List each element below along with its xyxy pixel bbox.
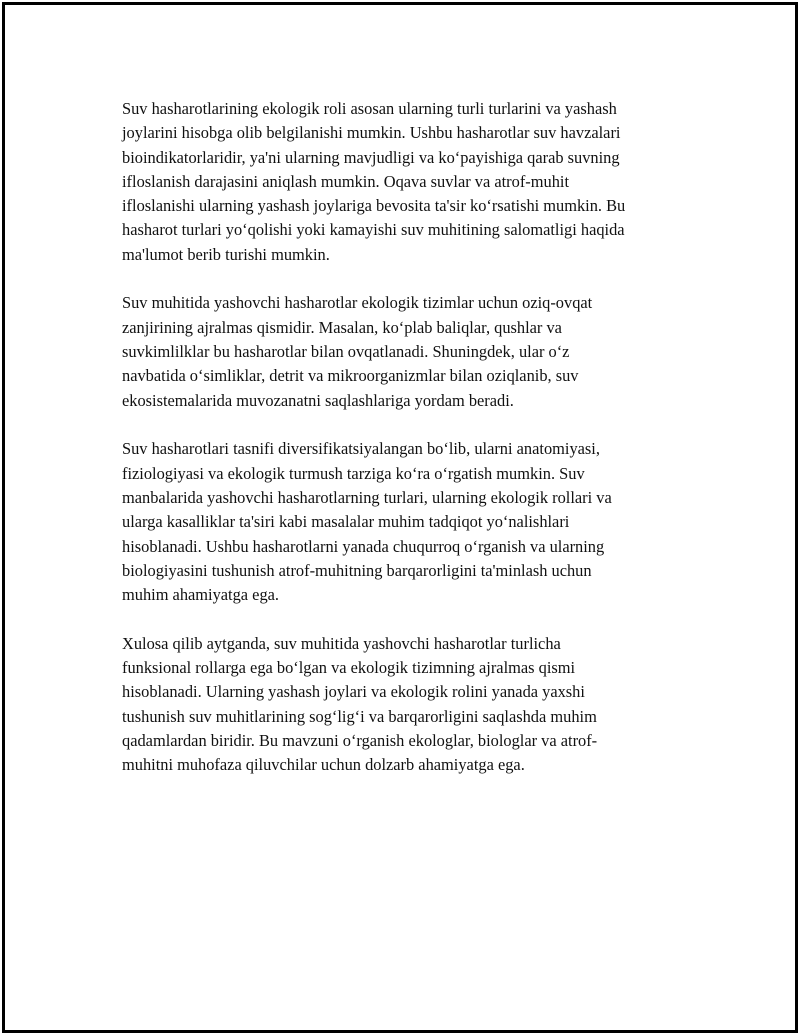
page-frame xyxy=(2,2,798,1033)
paragraph-ecological-role: Suv hasharotlarining ekologik roli asosan ularning turli turlarini va yashash joylarini hisobga olib belgilanishi mumkin. Ushbu hasharotlar suv havzalari bioindikatorlaridir, ya'ni ularning mavjudligi va koʻpayishiga qarab suvning ifloslanish darajasini aniqlash mumkin. Oqava suvlar va atrof-muhit ifloslanishi ularning yashash joylariga bevosita ta'sir koʻrsatishi mumkin. Bu hasharot turlari yoʻqolishi yoki kamayishi suv muhitining salomatligi haqida ma'lumot berib turishi mumkin. xyxy=(122,99,626,264)
paragraph-food-chain: Suv muhitida yashovchi hasharotlar ekologik tizimlar uchun oziq-ovqat zanjirining ajralmas qismidir. Masalan, koʻplab baliqlar, qushlar va suvkimlilklar bu hasharotlar bilan ovqatlanadi. Shuningdek, ular oʻz navbatida oʻsimliklar, detrit va mikroorganizmlar bilan oziqlanib, suv ekosistemalarida muvozanatni saqlashlariga yordam beradi. xyxy=(122,293,593,410)
paragraph-conclusion: Xulosa qilib aytganda, suv muhitida yashovchi hasharotlar turlicha funksional rollarga ega boʻlgan va ekologik tizimning ajralmas qismi hisoblanadi. Ularning yashash joylari va ekologik rolini yanada yaxshi tushunish suv muhitlarining sogʻligʻi va barqarorligini saqlashda muhim qadamlardan biridir. Bu mavzuni oʻrganish ekologlar, biologlar va atrof- muhitni muhofaza qiluvchilar uchun dolzarb ahamiyatga ega. xyxy=(122,633,598,775)
paragraph-classification: Suv hasharotlari tasnifi diversifikatsiyalangan boʻlib, ularni anatomiyasi, fiziologiyasi va ekologik turmush tarziga koʻra oʻrgatish mumkin. Suv manbalarida yashovchi hasharotlarning turlari, ularning ekologik rollari va ularga kasalliklar ta'siri kabi masalalar muhim tadqiqot yoʻnalishlari hisoblanadi. Ushbu hasharotlarni yanada chuqurroq oʻrganish va ularning biologiyasini tushunish atrof-muhitning barqarorligini ta'minlash uchun muhim ahamiyatga ega. xyxy=(122,439,612,605)
document-body xyxy=(122,97,667,802)
